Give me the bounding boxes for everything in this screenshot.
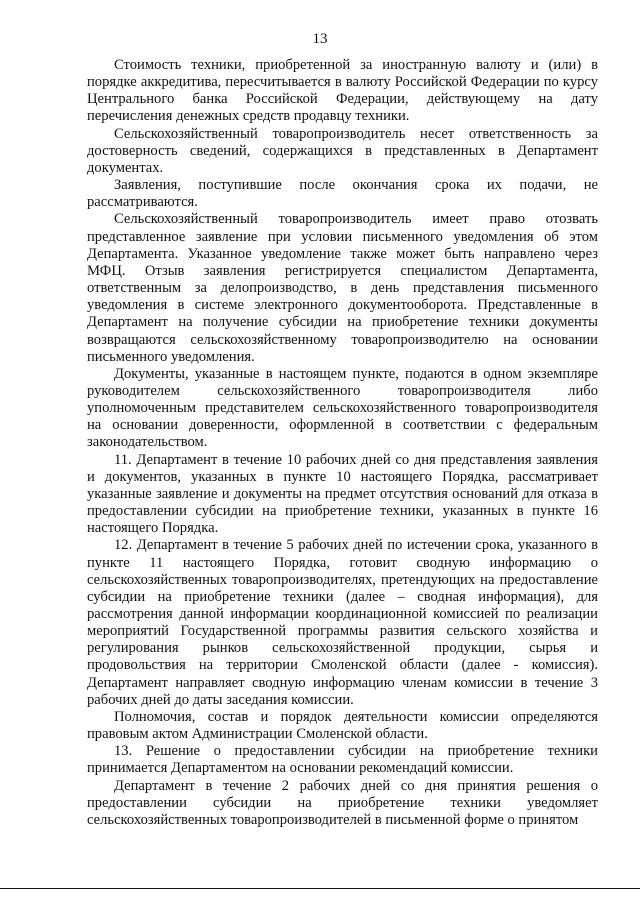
footer-divider xyxy=(0,888,640,889)
document-body xyxy=(87,57,598,829)
paragraph-producer-responsibility: Сельскохозяйственный товаропроизводитель несет ответственность за достоверность сведений, содержащихся в представленных в Департамент документах. xyxy=(87,125,598,176)
paragraph-item-13: 13. Решение о предоставлении субсидии на приобретение техники принимается Департаментом на основании рекомендаций комиссии. xyxy=(87,743,598,777)
paragraph-item-11: 11. Департамент в течение 10 рабочих дней со дня представления заявления и документов, указанных в пункте 10 настоящего Порядка, рассматривает указанные заявление и документы на предмет отсутствия оснований для отказа в предоставлении субсидии на приобретение техники, указанных в пункте 16 настоящего Порядка. xyxy=(87,451,598,537)
paragraph-item-12: 12. Департамент в течение 5 рабочих дней по истечении срока, указанного в пункте 11 настоящего Порядка, готовит сводную информацию о сельскохозяйственных товаропроизводителях, претендующих на предоставление субсидии на приобретение техники (далее – сводная информация), для рассмотрения данной информации координационной комиссией по реализации мероприятий Государственной программы развития сельского хозяйства и регулирования рынков сельскохозяйственной продукции, сырья и продовольствия на территории Смоленской области (далее - комиссия). Департамент направляет сводную информацию членам комиссии в течение 3 рабочих дней до даты заседания комиссии. xyxy=(87,537,598,708)
paragraph-commission-powers: Полномочия, состав и порядок деятельности комиссии определяются правовым актом Администрации Смоленской области. xyxy=(87,708,598,743)
paragraph-application-withdrawal: Сельскохозяйственный товаропроизводитель имеет право отозвать представленное заявление при условии письменного уведомления об этом Департамента. Указанное уведомление также может быть направлено через МФЦ. Отзыв заявления регистрируется специалистом Департамента, ответственным за делопроизводство, в день представления письменного уведомления в системе электронного документооборота. Представленные в Департамент на получение субсидии на приобретение техники документы возвращаются сельскохозяйственному товаропроизводителю на основании письменного уведомления. xyxy=(87,211,598,365)
paragraph-currency-conversion: Стоимость техники, приобретенной за иностранную валюту и (или) в порядке аккредитива, пересчитывается в валюту Российской Федерации по курсу Центрального банка Российской Федерации, действующему на дату перечисления денежных средств продавцу техники. xyxy=(87,57,598,125)
paragraph-documents-submission: Документы, указанные в настоящем пункте, подаются в одном экземпляре руководителем сельскохозяйственного товаропроизводителя либо уполномоченным представителем сельскохозяйственного товаропроизводителя на основании доверенности, оформленной в соответствии с федеральным законодательством. xyxy=(87,365,598,451)
paragraph-late-applications: Заявления, поступившие после окончания срока их подачи, не рассматриваются. xyxy=(87,177,598,211)
paragraph-notification: Департамент в течение 2 рабочих дней со дня принятия решения о предоставлении субсидии на приобретение техники уведомляет сельскохозяйственных товаропроизводителей в письменной форме о принятом xyxy=(87,777,598,828)
page-number: 13 xyxy=(312,31,328,47)
